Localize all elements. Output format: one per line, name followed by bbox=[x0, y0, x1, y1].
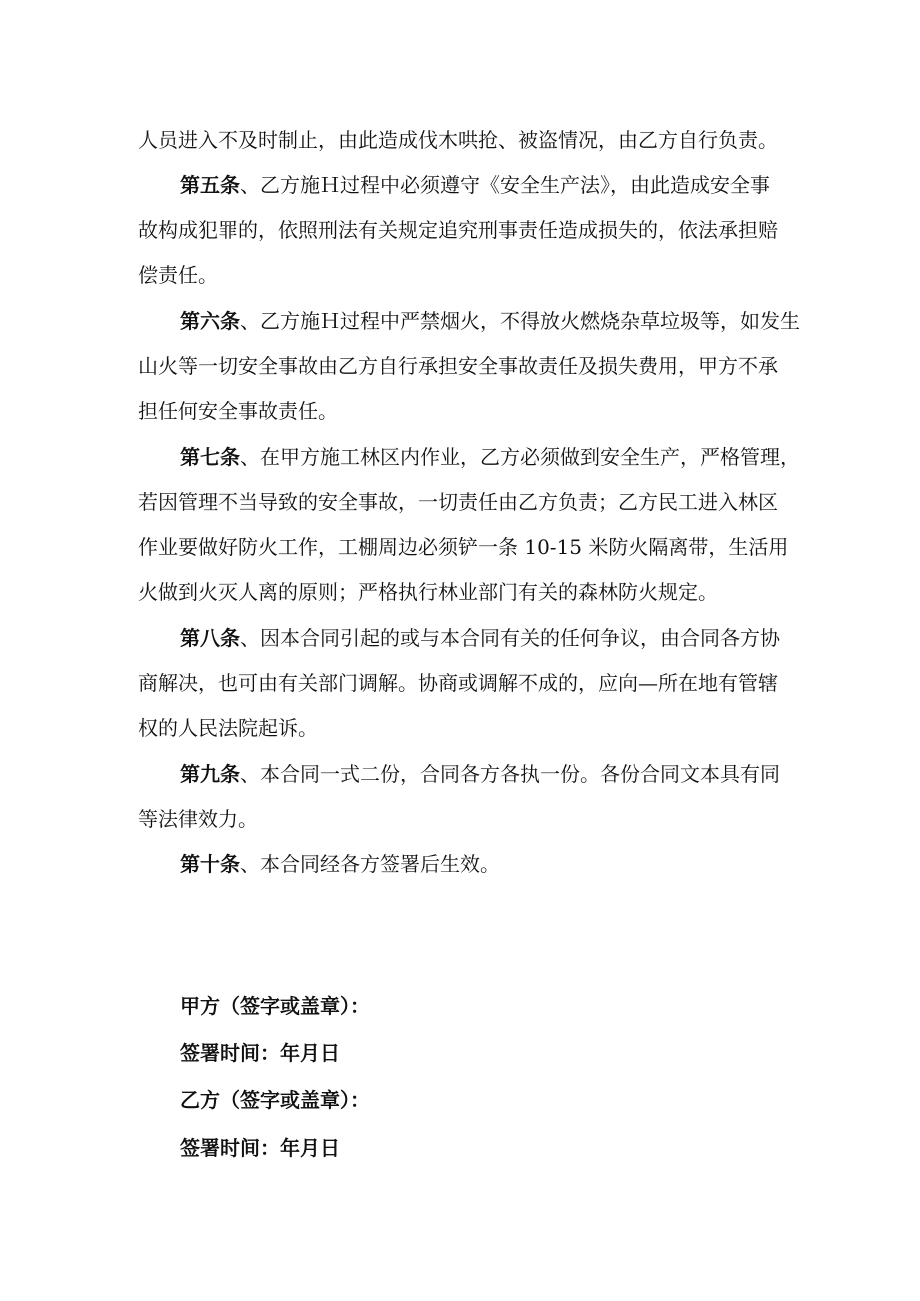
article-9 bbox=[138, 752, 798, 842]
article-heading: 第十条 bbox=[180, 852, 240, 876]
paragraph-line bbox=[138, 163, 798, 208]
paragraph-line: 商解决，也可由有关部门调解。协商或调解不成的，应向—所在地有管辖 bbox=[138, 671, 778, 695]
party-a-signing-date-label: 签署时间：年月日 bbox=[180, 1041, 340, 1065]
article-7 bbox=[138, 435, 798, 615]
paragraph-line bbox=[138, 842, 798, 887]
paragraph-line bbox=[138, 435, 798, 480]
article-text: 、本合同经各方签署后生效。 bbox=[240, 852, 500, 876]
paragraph-line: 若因管理不当导致的安全事故，一切责任由乙方负责；乙方民工进入林区 bbox=[138, 490, 778, 514]
article-text: 、乙方施Ｈ过程中严禁烟火，不得放火燃烧杂草垃圾等，如发生 bbox=[240, 309, 800, 333]
paragraph-line: 火做到火灭人离的原则；严格执行林业部门有关的森林防火规定。 bbox=[138, 580, 718, 604]
article-heading: 第七条 bbox=[180, 445, 240, 469]
article-text: 、本合同一式二份，合同各方各执一份。各份合同文本具有同 bbox=[240, 762, 780, 786]
article-10 bbox=[138, 842, 798, 887]
paragraph-line bbox=[138, 752, 798, 797]
paragraph-line: 等法律效力。 bbox=[138, 807, 258, 831]
article-heading: 第五条 bbox=[180, 173, 240, 197]
article-text: 、乙方施Ｈ过程中必须遵守《安全生产法》，由此造成安全事 bbox=[240, 173, 770, 197]
paragraph-line bbox=[138, 616, 798, 661]
paragraph-line: 担任何安全事故责任。 bbox=[138, 399, 338, 423]
article-heading: 第八条 bbox=[180, 626, 240, 650]
article-6 bbox=[138, 299, 798, 434]
paragraph-line: 作业要做好防火工作，工棚周边必须铲一条 10-15 米防火隔离带，生活用 bbox=[138, 535, 789, 559]
paragraph-continuation bbox=[138, 118, 798, 163]
article-text: 、在甲方施工林区内作业，乙方必须做到安全生产，严格管理， bbox=[240, 445, 800, 469]
party-a-signature-label: 甲方（签字或盖章）： bbox=[180, 994, 370, 1018]
article-heading: 第九条 bbox=[180, 762, 240, 786]
paragraph-line bbox=[138, 299, 798, 344]
paragraph-line: 偿责任。 bbox=[138, 263, 218, 287]
paragraph-line: 山火等一切安全事故由乙方自行承担安全事故责任及损失费用，甲方不承 bbox=[138, 354, 778, 378]
party-b-signature-label: 乙方（签字或盖章）： bbox=[180, 1088, 370, 1112]
article-heading: 第六条 bbox=[180, 309, 240, 333]
article-text: 、因本合同引起的或与本合同有关的任何争议，由合同各方协 bbox=[240, 626, 780, 650]
article-5 bbox=[138, 163, 798, 298]
party-b-signing-date-label: 签署时间：年月日 bbox=[180, 1136, 340, 1160]
paragraph-line: 故构成犯罪的，依照刑法有关规定追究刑事责任造成损失的，依法承担赔 bbox=[138, 218, 778, 242]
paragraph-line: 权的人民法院起诉。 bbox=[138, 716, 318, 740]
article-8 bbox=[138, 616, 798, 751]
paragraph-line: 人员进入不及时制止，由此造成伐木哄抢、被盗情况，由乙方自行负责。 bbox=[138, 128, 778, 152]
